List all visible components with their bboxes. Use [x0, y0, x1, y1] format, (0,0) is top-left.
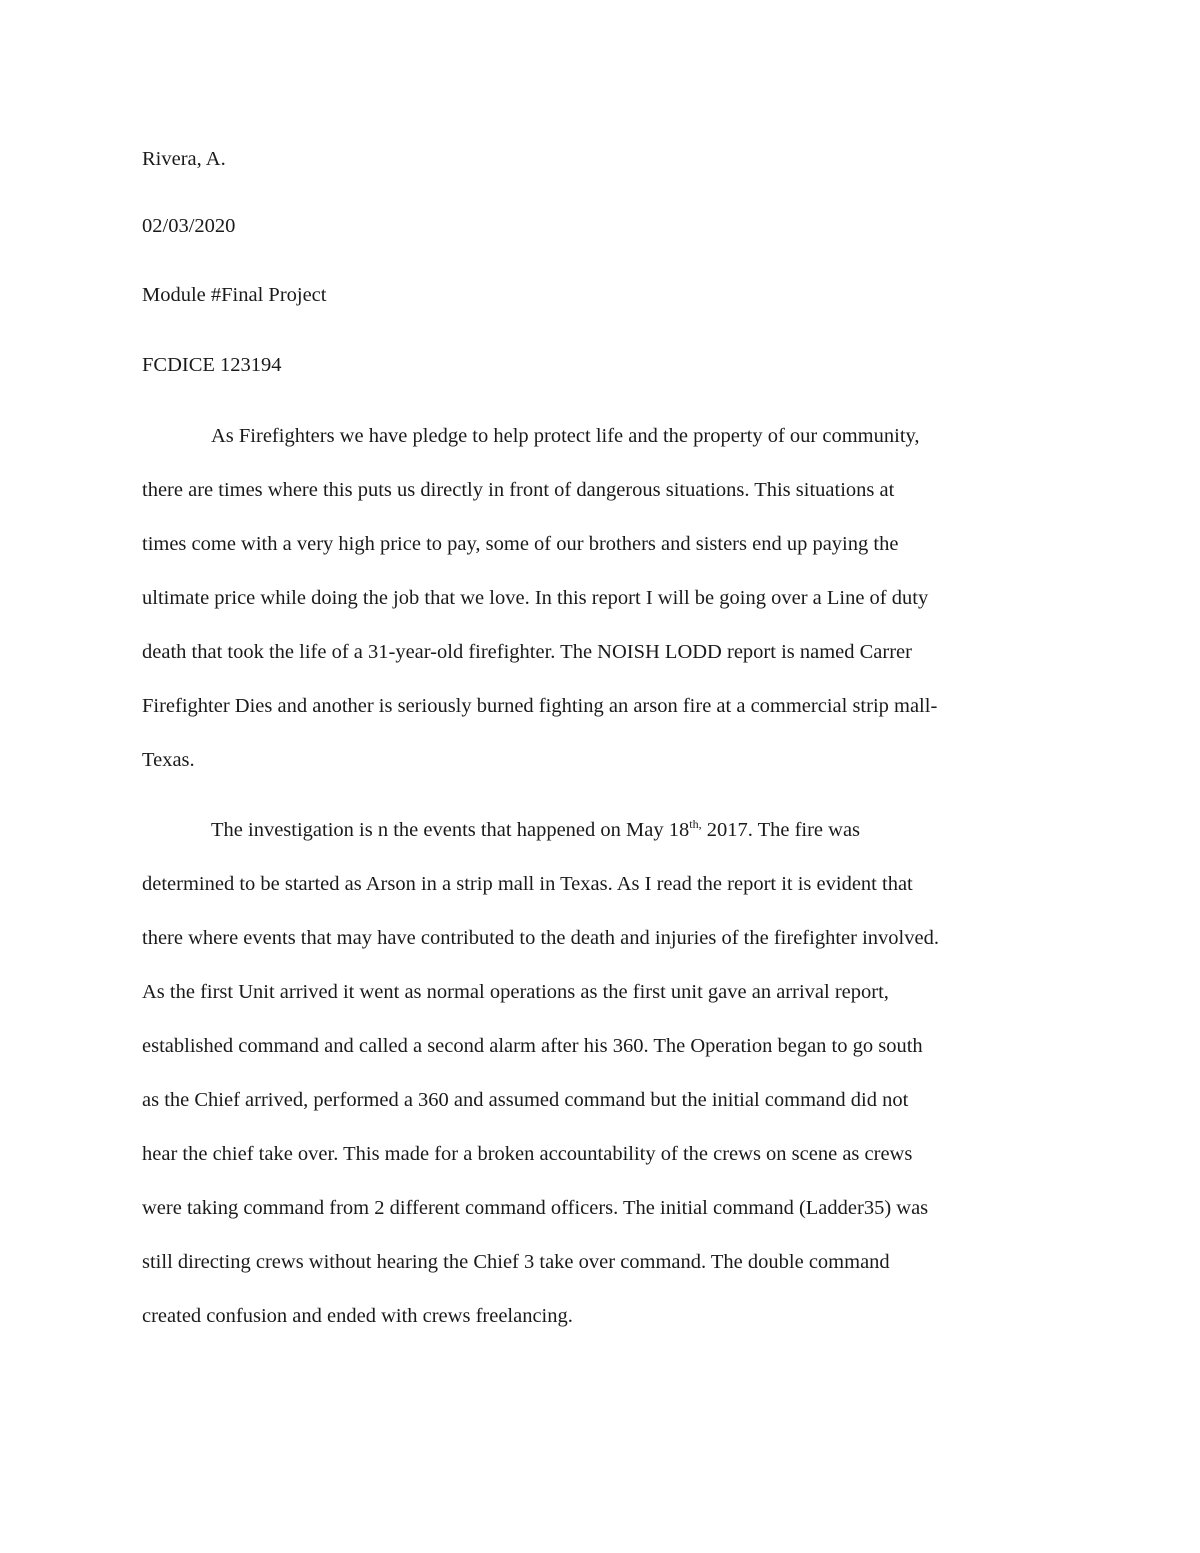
- paragraph-line: established command and called a second alarm after his 360. The Operation began to go south: [142, 1035, 923, 1057]
- paragraph-line: ultimate price while doing the job that we love. In this report I will be going over a Line of duty: [142, 587, 929, 609]
- paragraph-line: Firefighter Dies and another is seriously burned fighting an arson fire at a commercial strip mall-: [142, 695, 938, 717]
- module-line: Module #Final Project: [142, 284, 327, 306]
- paragraph-line: determined to be started as Arson in a strip mall in Texas. As I read the report it is evident that: [142, 873, 913, 895]
- paragraph-line: as the Chief arrived, performed a 360 and assumed command but the initial command did not: [142, 1089, 909, 1111]
- paragraph-line: created confusion and ended with crews freelancing.: [142, 1305, 573, 1327]
- course-line: FCDICE 123194: [142, 354, 282, 376]
- paragraph-line: times come with a very high price to pay, some of our brothers and sisters end up paying the: [142, 533, 899, 555]
- text-span: 2017. The fire was: [701, 819, 861, 841]
- paragraph-line: still directing crews without hearing the Chief 3 take over command. The double command: [142, 1251, 890, 1273]
- paragraph-line: As the first Unit arrived it went as normal operations as the first unit gave an arrival report,: [142, 981, 889, 1003]
- paragraph-line: hear the chief take over. This made for a broken accountability of the crews on scene as crews: [142, 1143, 913, 1165]
- paragraph-line: there where events that may have contributed to the death and injuries of the firefighter involved.: [142, 927, 939, 949]
- paragraph-line: there are times where this puts us directly in front of dangerous situations. This situations at: [142, 479, 895, 501]
- paragraph-line: [211, 818, 860, 842]
- author-line: Rivera, A.: [142, 148, 226, 170]
- paragraph-line: were taking command from 2 different command officers. The initial command (Ladder35) was: [142, 1197, 929, 1219]
- paragraph-line: As Firefighters we have pledge to help protect life and the property of our community,: [211, 425, 920, 447]
- date-line: 02/03/2020: [142, 215, 236, 237]
- paragraph-line: Texas.: [142, 749, 195, 771]
- paragraph-line: death that took the life of a 31-year-old firefighter. The NOISH LODD report is named Carrer: [142, 641, 912, 663]
- text-span: The investigation is n the events that happened on May 18: [211, 819, 690, 841]
- ordinal-superscript: th,: [689, 817, 702, 831]
